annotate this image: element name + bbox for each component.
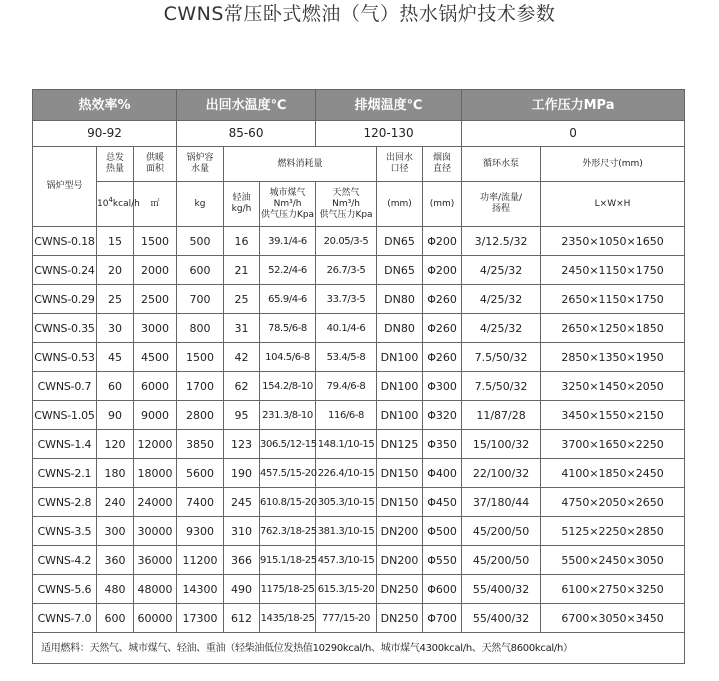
cell-outlet: DN65 [377,227,423,256]
boiler-spec-table [32,89,685,664]
cell-city-gas: 39.1/4-6 [260,227,316,256]
cell-volume: 3850 [177,430,224,459]
cell-model: CWNS-5.6 [33,575,97,604]
cell-chimney: Φ320 [423,401,462,430]
cell-volume: 500 [177,227,224,256]
header-city-gas: 城市煤气 Nm³/h 供气压力Kpa [260,182,316,227]
table-row [33,430,685,459]
cell-area: 30000 [134,517,177,546]
cell-city-gas: 154.2/8-10 [260,372,316,401]
cell-chimney: Φ200 [423,256,462,285]
cell-model: CWNS-1.05 [33,401,97,430]
cell-chimney: Φ260 [423,343,462,372]
exhaust-temp-value: 120-130 [316,121,462,147]
cell-light-oil: 366 [224,546,260,575]
cell-area: 2000 [134,256,177,285]
cell-area: 12000 [134,430,177,459]
water-temp-value: 85-60 [177,121,316,147]
cell-dimensions: 2450×1150×1750 [541,256,685,285]
table-row [33,575,685,604]
header-outlet-unit: (mm) [377,182,423,227]
cell-outlet: DN125 [377,430,423,459]
page-title: CWNS常压卧式燃油（气）热水锅炉技术参数 [163,3,556,25]
cell-chimney: Φ600 [423,575,462,604]
cell-model: CWNS-0.18 [33,227,97,256]
cell-model: CWNS-3.5 [33,517,97,546]
pressure-value: 0 [462,121,685,147]
header-volume-unit: kg [177,182,224,227]
cell-outlet: DN65 [377,256,423,285]
cell-outlet: DN100 [377,372,423,401]
header-row-2 [33,182,685,227]
cell-volume: 14300 [177,575,224,604]
cell-natural-gas: 777/15-20 [316,604,377,633]
cell-natural-gas: 53.4/5-8 [316,343,377,372]
cell-area: 24000 [134,488,177,517]
header-water-volume: 锅炉容 水量 [177,147,224,182]
table-row [33,256,685,285]
cell-heat: 240 [97,488,134,517]
cell-heat: 60 [97,372,134,401]
cell-heat: 480 [97,575,134,604]
cell-outlet: DN250 [377,575,423,604]
cell-pump: 7.5/50/32 [462,343,541,372]
header-chimney-unit: (mm) [423,182,462,227]
cell-dimensions: 5125×2250×2850 [541,517,685,546]
cell-volume: 2800 [177,401,224,430]
cell-pump: 11/87/28 [462,401,541,430]
cell-model: CWNS-0.7 [33,372,97,401]
cell-pump: 3/12.5/32 [462,227,541,256]
cell-dimensions: 4750×2050×2650 [541,488,685,517]
table-row [33,343,685,372]
cell-city-gas: 52.2/4-6 [260,256,316,285]
cell-natural-gas: 26.7/3-5 [316,256,377,285]
cell-heat: 300 [97,517,134,546]
cell-city-gas: 78.5/6-8 [260,314,316,343]
cell-dimensions: 3450×1550×2150 [541,401,685,430]
cell-volume: 17300 [177,604,224,633]
table-row [33,546,685,575]
cell-outlet: DN150 [377,459,423,488]
table-row [33,227,685,256]
header-outlet-diameter: 出回水 口径 [377,147,423,182]
header-heating-area: 供暖 面积 [134,147,177,182]
cell-heat: 20 [97,256,134,285]
cell-model: CWNS-0.24 [33,256,97,285]
cell-heat: 25 [97,285,134,314]
header-pump: 循环水泵 [462,147,541,182]
cell-light-oil: 190 [224,459,260,488]
cell-dimensions: 2650×1150×1750 [541,285,685,314]
cell-pump: 45/200/50 [462,546,541,575]
cell-pump: 15/100/32 [462,430,541,459]
cell-heat: 45 [97,343,134,372]
cell-light-oil: 21 [224,256,260,285]
cell-city-gas: 65.9/4-6 [260,285,316,314]
cell-dimensions: 5500×2450×3050 [541,546,685,575]
cell-pump: 37/180/44 [462,488,541,517]
cell-light-oil: 95 [224,401,260,430]
cell-volume: 800 [177,314,224,343]
cell-heat: 30 [97,314,134,343]
cell-light-oil: 310 [224,517,260,546]
cell-light-oil: 123 [224,430,260,459]
cell-chimney: Φ500 [423,517,462,546]
table-row [33,285,685,314]
cell-outlet: DN200 [377,546,423,575]
cell-natural-gas: 615.3/15-20 [316,575,377,604]
header-dimensions-format: L×W×H [541,182,685,227]
summary-values-row [33,121,685,147]
cell-dimensions: 6100×2750×3250 [541,575,685,604]
cell-dimensions: 2850×1350×1950 [541,343,685,372]
footer-note: 适用燃料：天然气、城市煤气、轻油、重油（轻柴油低位发热值10290kcal/h、城市煤气4300kcal/h、天然气8600kcal/h） [33,633,685,664]
table-row [33,517,685,546]
cell-light-oil: 16 [224,227,260,256]
cell-chimney: Φ200 [423,227,462,256]
cell-area: 48000 [134,575,177,604]
cell-chimney: Φ300 [423,372,462,401]
cell-heat: 600 [97,604,134,633]
efficiency-value: 90-92 [33,121,177,147]
cell-volume: 600 [177,256,224,285]
cell-city-gas: 1435/18-25 [260,604,316,633]
cell-pump: 4/25/32 [462,256,541,285]
cell-area: 2500 [134,285,177,314]
cell-heat: 90 [97,401,134,430]
table-row [33,401,685,430]
cell-volume: 9300 [177,517,224,546]
cell-natural-gas: 33.7/3-5 [316,285,377,314]
cell-pump: 55/400/32 [462,575,541,604]
cell-heat: 360 [97,546,134,575]
cell-natural-gas: 381.3/10-15 [316,517,377,546]
cell-dimensions: 2350×1050×1650 [541,227,685,256]
summary-band-row [33,90,685,121]
cell-natural-gas: 148.1/10-15 [316,430,377,459]
cell-chimney: Φ350 [423,430,462,459]
cell-area: 18000 [134,459,177,488]
cell-dimensions: 3250×1450×2050 [541,372,685,401]
cell-light-oil: 42 [224,343,260,372]
table-row [33,372,685,401]
header-chimney-diameter: 烟囱 直径 [423,147,462,182]
cell-outlet: DN80 [377,285,423,314]
cell-heat: 180 [97,459,134,488]
cell-model: CWNS-2.1 [33,459,97,488]
cell-city-gas: 610.8/15-20 [260,488,316,517]
header-fuel-consumption: 燃料消耗量 [224,147,377,182]
cell-outlet: DN150 [377,488,423,517]
cell-model: CWNS-7.0 [33,604,97,633]
cell-model: CWNS-2.8 [33,488,97,517]
cell-light-oil: 25 [224,285,260,314]
header-pump-spec: 功率/流量/ 扬程 [462,182,541,227]
cell-pump: 55/400/32 [462,604,541,633]
table-row [33,488,685,517]
cell-light-oil: 62 [224,372,260,401]
cell-natural-gas: 226.4/10-15 [316,459,377,488]
cell-volume: 5600 [177,459,224,488]
cell-volume: 7400 [177,488,224,517]
efficiency-label: 热效率% [33,90,177,121]
cell-pump: 45/200/50 [462,517,541,546]
cell-city-gas: 231.3/8-10 [260,401,316,430]
cell-chimney: Φ260 [423,314,462,343]
cell-chimney: Φ400 [423,459,462,488]
header-heat-output: 总发 热量 [97,147,134,182]
cell-light-oil: 31 [224,314,260,343]
header-light-oil: 轻油 kg/h [224,182,260,227]
cell-chimney: Φ550 [423,546,462,575]
cell-light-oil: 490 [224,575,260,604]
cell-city-gas: 306.5/12-15 [260,430,316,459]
cell-heat: 120 [97,430,134,459]
cell-heat: 15 [97,227,134,256]
data-rows [33,227,685,633]
cell-city-gas: 762.3/18-25 [260,517,316,546]
table-row [33,459,685,488]
cell-natural-gas: 116/6-8 [316,401,377,430]
header-area-unit: ㎡ [134,182,177,227]
cell-city-gas: 457.5/15-20 [260,459,316,488]
cell-pump: 4/25/32 [462,285,541,314]
cell-light-oil: 245 [224,488,260,517]
cell-outlet: DN100 [377,401,423,430]
cell-natural-gas: 457.3/10-15 [316,546,377,575]
pressure-label: 工作压力MPa [462,90,685,121]
cell-area: 6000 [134,372,177,401]
water-temp-label: 出回水温度℃ [177,90,316,121]
cell-pump: 7.5/50/32 [462,372,541,401]
cell-dimensions: 6700×3050×3450 [541,604,685,633]
cell-model: CWNS-4.2 [33,546,97,575]
footer-row [33,633,685,664]
cell-city-gas: 104.5/6-8 [260,343,316,372]
header-model: 锅炉型号 [33,147,97,227]
cell-model: CWNS-0.29 [33,285,97,314]
header-dimensions: 外形尺寸(mm) [541,147,685,182]
cell-natural-gas: 305.3/10-15 [316,488,377,517]
cell-pump: 4/25/32 [462,314,541,343]
cell-area: 9000 [134,401,177,430]
cell-natural-gas: 40.1/4-6 [316,314,377,343]
cell-city-gas: 915.1/18-25 [260,546,316,575]
cell-outlet: DN100 [377,343,423,372]
cell-city-gas: 1175/18-25 [260,575,316,604]
cell-area: 60000 [134,604,177,633]
cell-natural-gas: 79.4/6-8 [316,372,377,401]
exhaust-temp-label: 排烟温度℃ [316,90,462,121]
cell-model: CWNS-0.53 [33,343,97,372]
cell-pump: 22/100/32 [462,459,541,488]
cell-area: 4500 [134,343,177,372]
cell-outlet: DN80 [377,314,423,343]
cell-dimensions: 3700×1650×2250 [541,430,685,459]
table-row [33,314,685,343]
cell-volume: 700 [177,285,224,314]
table-row [33,604,685,633]
header-natural-gas: 天然气 Nm³/h 供气压力Kpa [316,182,377,227]
cell-chimney: Φ700 [423,604,462,633]
header-heat-unit: $10^4kcal/h$ [97,182,134,227]
cell-model: CWNS-1.4 [33,430,97,459]
cell-chimney: Φ260 [423,285,462,314]
header-row-1 [33,147,685,182]
cell-dimensions: 4100×1850×2450 [541,459,685,488]
cell-area: 36000 [134,546,177,575]
cell-natural-gas: 20.05/3-5 [316,227,377,256]
cell-light-oil: 612 [224,604,260,633]
cell-outlet: DN200 [377,517,423,546]
cell-model: CWNS-0.35 [33,314,97,343]
cell-outlet: DN250 [377,604,423,633]
cell-chimney: Φ450 [423,488,462,517]
cell-area: 3000 [134,314,177,343]
cell-volume: 11200 [177,546,224,575]
cell-area: 1500 [134,227,177,256]
cell-dimensions: 2650×1250×1850 [541,314,685,343]
cell-volume: 1700 [177,372,224,401]
cell-volume: 1500 [177,343,224,372]
